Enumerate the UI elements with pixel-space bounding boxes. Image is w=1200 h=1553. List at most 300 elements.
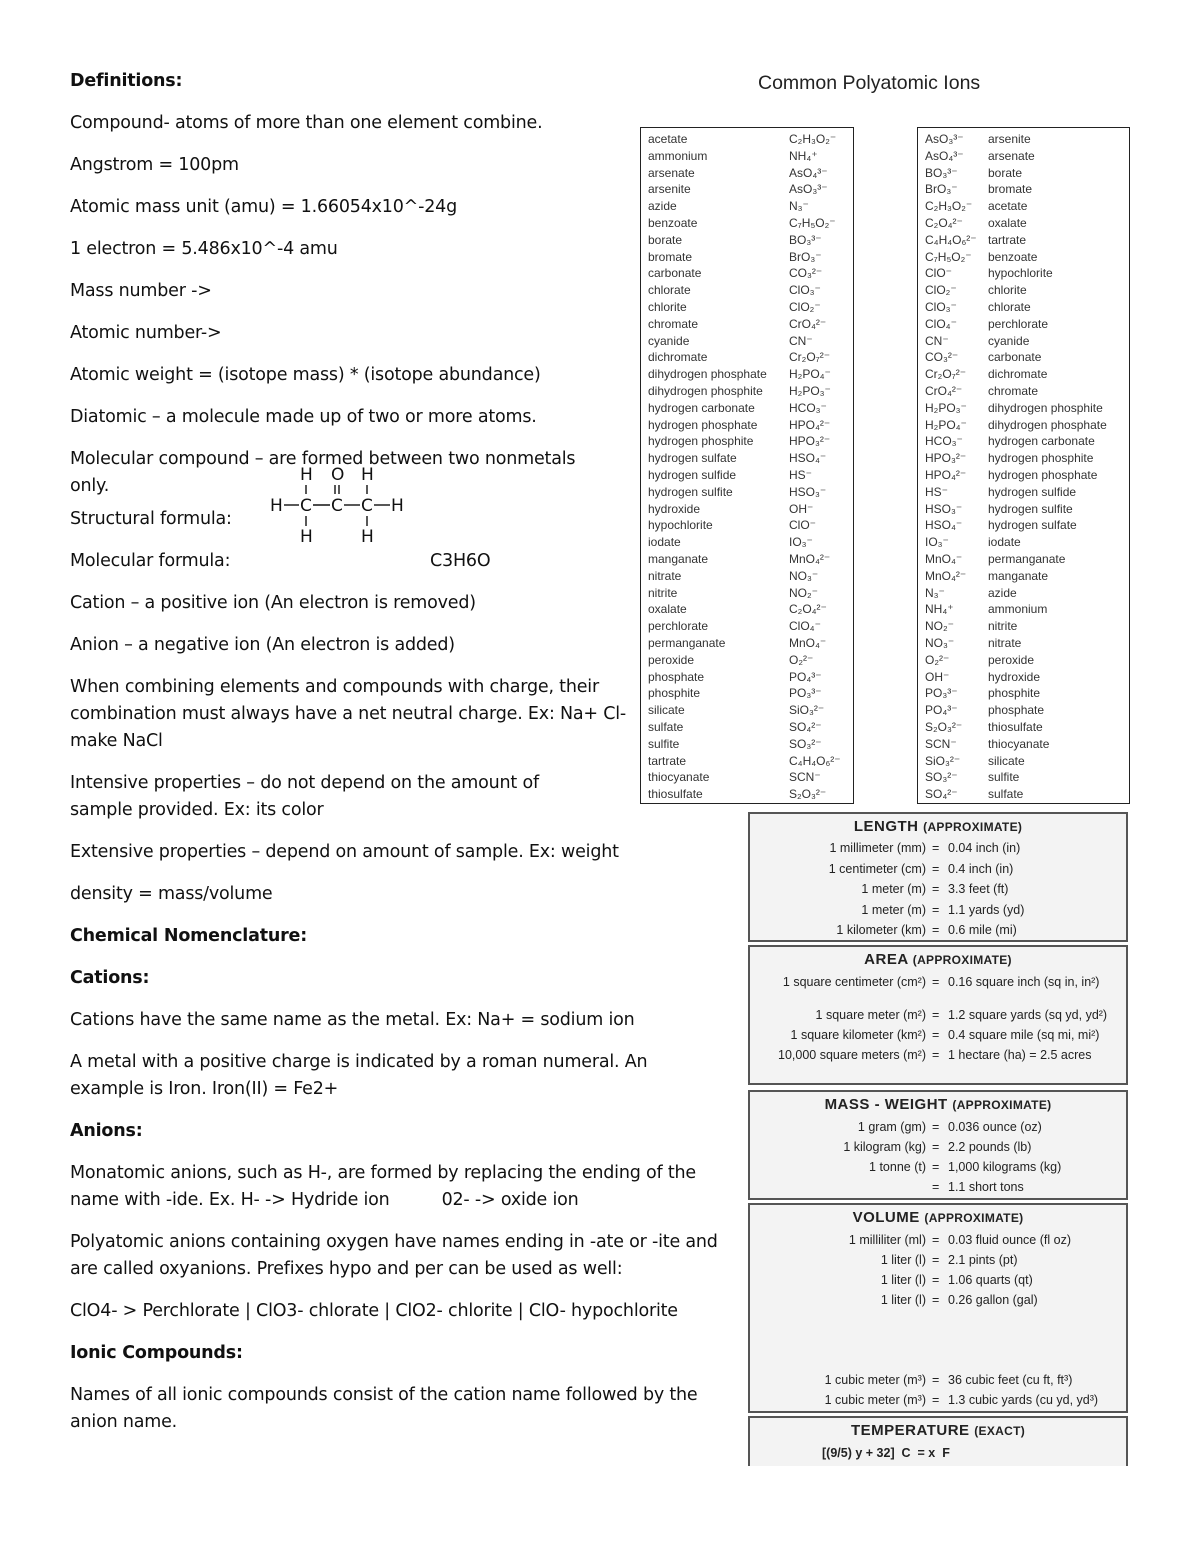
ion-cell: AsO₄³⁻ (925, 148, 964, 163)
length-conversions (748, 812, 1128, 942)
ion-row (641, 400, 853, 416)
ion-cell: SO₃²⁻ (925, 770, 958, 785)
anions-heading: Anions: (70, 1121, 143, 1141)
def-molecular-compound: Molecular compound – are formed between two nonmetals only. (70, 449, 576, 496)
ion-row (918, 383, 1129, 399)
ion-cell: hydrogen sulfate (648, 451, 737, 466)
conversion-to: 2.1 pints (pt) (948, 1253, 1018, 1267)
ion-cell: HSO₄⁻ (925, 518, 963, 533)
ion-cell: bromate (988, 182, 1033, 197)
cations-text-1: Cations have the same name as the metal. Ex: Na+ = sodium ion (70, 1010, 635, 1030)
conversion-from: 1 gram (gm) (857, 1120, 926, 1134)
ion-row (641, 736, 853, 752)
ion-cell: PO₃³⁻ (789, 686, 822, 701)
ion-row (641, 383, 853, 399)
ion-cell: IO₃⁻ (925, 535, 949, 550)
section-title-text: VOLUME (852, 1209, 920, 1226)
ions-by-formula-table (917, 127, 1130, 804)
ion-cell: arsenate (648, 165, 695, 180)
atom-h-bottom-left: H (300, 527, 313, 547)
ion-cell: acetate (988, 199, 1028, 214)
cations-text-2: A metal with a positive charge is indicated by a roman numeral. An example is Iron. Iron(II) = Fe2+ (70, 1052, 648, 1099)
conversion-to: 1.3 cubic yards (cu yd, yd³) (948, 1393, 1099, 1407)
ion-row (641, 198, 853, 214)
ion-row (641, 450, 853, 466)
ion-cell: C₇H₅O₂⁻ (925, 249, 972, 264)
ion-row (641, 148, 853, 164)
atom-h-left: H (270, 496, 283, 516)
ion-cell: phosphate (988, 703, 1045, 718)
ion-row (918, 635, 1129, 651)
ion-cell: hydrogen sulfite (988, 501, 1073, 516)
length-title (750, 818, 1126, 835)
ion-row (918, 165, 1129, 181)
ion-cell: hypochlorite (648, 518, 713, 533)
section-title-qualifier: (APPROXIMATE) (952, 1098, 1052, 1112)
ion-row (918, 769, 1129, 785)
ion-row (918, 702, 1129, 718)
ion-cell: HS⁻ (789, 468, 813, 482)
ion-cell: silicate (988, 753, 1025, 768)
volume-conversions (748, 1203, 1128, 1413)
ion-row (918, 551, 1129, 567)
equals-sign: = (932, 1273, 940, 1287)
conversion-to: 0.26 gallon (gal) (948, 1293, 1038, 1307)
equals-sign: = (932, 1120, 940, 1134)
ion-row (641, 366, 853, 382)
conversion-from: 1 centimeter (cm) (828, 862, 926, 876)
conversion-from: 1 cubic meter (m³) (824, 1373, 926, 1387)
def-anion: Anion – a negative ion (An electron is added) (70, 635, 455, 655)
conversion-from: 1 milliliter (ml) (848, 1233, 926, 1247)
ion-cell: thiocyanate (648, 770, 710, 785)
ionic-text-1: Names of all ionic compounds consist of the cation name followed by the anion name. (70, 1385, 698, 1432)
equals-sign: = (932, 1293, 940, 1307)
conversion-to: 0.4 inch (in) (948, 862, 1014, 876)
ion-cell: N₃⁻ (925, 585, 945, 600)
ion-row (641, 433, 853, 449)
equals-sign: = (932, 882, 940, 896)
ion-cell: phosphate (648, 669, 705, 684)
ion-cell: ClO₃⁻ (789, 283, 821, 298)
ion-row (641, 685, 853, 701)
atom-c-2: C (331, 496, 343, 516)
ion-cell: sulfite (648, 736, 680, 751)
ion-cell: SiO₃²⁻ (925, 753, 961, 768)
ion-row (918, 198, 1129, 214)
ion-row (918, 299, 1129, 315)
temperature-title (750, 1422, 1126, 1439)
ion-cell: dihydrogen phosphite (648, 384, 763, 398)
ion-cell: HPO₃²⁻ (925, 451, 967, 466)
ion-cell: oxalate (988, 216, 1027, 230)
ion-cell: SCN⁻ (925, 736, 957, 751)
section-title-text: MASS - WEIGHT (824, 1096, 948, 1113)
ion-cell: C₄H₄O₆²⁻ (789, 753, 841, 768)
ion-cell: ClO⁻ (925, 266, 952, 281)
ion-cell: HPO₃²⁻ (789, 434, 831, 449)
ion-cell: HS⁻ (925, 484, 949, 499)
ion-cell: MnO₄⁻ (925, 552, 963, 566)
conversion-to: 2.2 pounds (lb) (948, 1140, 1032, 1154)
ion-cell: C₂O₄²⁻ (925, 216, 963, 230)
ion-cell: ammonium (988, 602, 1048, 617)
ion-cell: PO₄³⁻ (789, 669, 822, 684)
ion-cell: benzoate (988, 249, 1038, 264)
atom-o-top: O (331, 465, 345, 485)
ion-cell: hydrogen phosphate (988, 468, 1098, 482)
ion-row (918, 484, 1129, 500)
conversion-to: 0.16 square inch (sq in, in²) (948, 975, 1100, 989)
temperature-formula: [(9/5) y + 32] C = x F (822, 1446, 950, 1460)
ion-row (641, 618, 853, 634)
ion-cell: sulfate (648, 720, 684, 734)
nomenclature-heading: Chemical Nomenclature: (70, 926, 308, 946)
ion-row (641, 316, 853, 332)
ion-cell: iodate (648, 535, 681, 550)
atom-h-right: H (391, 496, 404, 516)
equals-sign: = (932, 1180, 940, 1194)
ion-cell: hydrogen sulfide (648, 468, 737, 482)
ion-row (641, 719, 853, 735)
ion-cell: AsO₄³⁻ (789, 165, 828, 180)
ion-cell: dichromate (648, 350, 708, 365)
equals-sign: = (932, 1008, 940, 1022)
section-title-text: TEMPERATURE (851, 1422, 970, 1439)
ion-cell: acetate (648, 132, 688, 146)
equals-sign: = (932, 841, 940, 855)
section-title-qualifier: (APPROXIMATE) (924, 1211, 1024, 1225)
ion-cell: BO₃³⁻ (925, 165, 958, 180)
ion-row (918, 786, 1129, 802)
ions-by-name-table (640, 127, 854, 804)
ion-cell: CO₃²⁻ (789, 266, 823, 281)
ion-row (918, 366, 1129, 382)
ion-cell: hypochlorite (988, 266, 1053, 281)
ion-cell: C₄H₄O₆²⁻ (925, 232, 977, 247)
conversion-to: 1.06 quarts (qt) (948, 1273, 1033, 1287)
ion-cell: borate (988, 165, 1023, 180)
ion-row (918, 417, 1129, 433)
conversion-from: 1 liter (l) (880, 1293, 926, 1307)
ion-row (641, 669, 853, 685)
conversion-to: 0.04 inch (in) (948, 841, 1021, 855)
ion-row (918, 753, 1129, 769)
equals-sign: = (932, 1028, 940, 1042)
ion-cell: ClO⁻ (789, 518, 816, 533)
ion-row (918, 467, 1129, 483)
ion-row (918, 232, 1129, 248)
ion-cell: perchlorate (988, 316, 1049, 331)
equals-sign: = (932, 903, 940, 917)
mass-conversions (748, 1090, 1128, 1200)
ion-row (641, 131, 853, 147)
ion-cell: arsenite (648, 182, 691, 197)
ion-cell: O₂²⁻ (925, 652, 950, 667)
ion-cell: ClO₄⁻ (789, 619, 821, 634)
ion-cell: PO₃³⁻ (925, 686, 958, 701)
conversion-from: 1 cubic meter (m³) (824, 1393, 926, 1407)
equals-sign: = (932, 1373, 940, 1387)
molecular-formula-value: C3H6O (430, 551, 491, 571)
def-mass-number: Mass number -> (70, 281, 212, 301)
ion-cell: MnO₄²⁻ (925, 568, 967, 583)
def-atomic-weight: Atomic weight = (isotope mass) * (isotope abundance) (70, 365, 541, 385)
atom-h-bottom-right: H (361, 527, 374, 547)
def-compound: Compound- atoms of more than one element combine. (70, 113, 543, 133)
def-amu: Atomic mass unit (amu) = 1.66054x10^-24g (70, 197, 458, 217)
ion-row (918, 282, 1129, 298)
ion-row (641, 165, 853, 181)
ion-row (641, 601, 853, 617)
ion-cell: iodate (988, 535, 1021, 550)
ion-cell: ClO₂⁻ (789, 300, 821, 314)
ion-row (641, 265, 853, 281)
conversion-to: 0.6 mile (mi) (948, 923, 1017, 937)
def-cation: Cation – a positive ion (An electron is removed) (70, 593, 476, 613)
ion-row (918, 148, 1129, 164)
ion-row (641, 517, 853, 533)
ion-cell: H₂PO₄⁻ (789, 367, 831, 382)
ion-cell: hydrogen sulfate (988, 518, 1077, 533)
ion-cell: MnO₄²⁻ (789, 552, 831, 566)
ion-cell: CO₃²⁻ (925, 350, 959, 365)
ion-cell: HPO₄²⁻ (925, 468, 967, 482)
ion-cell: C₂O₄²⁻ (789, 602, 827, 617)
atom-c-3: C (361, 496, 373, 516)
ion-row (641, 635, 853, 651)
ion-cell: chlorite (648, 300, 687, 314)
temperature-conversion (748, 1416, 1128, 1466)
section-title-qualifier: (APPROXIMATE) (912, 953, 1012, 967)
ion-cell: C₇H₅O₂⁻ (789, 216, 836, 230)
ion-cell: ClO₂⁻ (925, 283, 957, 298)
ion-cell: peroxide (988, 652, 1035, 667)
ion-cell: MnO₄⁻ (789, 636, 827, 650)
ion-cell: oxalate (648, 602, 687, 617)
def-angstrom: Angstrom = 100pm (70, 155, 239, 175)
def-extensive: Extensive properties – depend on amount of sample. Ex: weight (70, 842, 619, 862)
ion-cell: CN⁻ (789, 333, 813, 348)
ion-cell: CN⁻ (925, 333, 949, 348)
ion-cell: hydrogen sulfide (988, 484, 1077, 499)
equals-sign: = (932, 1048, 940, 1062)
ion-row (641, 534, 853, 550)
ion-row (918, 215, 1129, 231)
ion-cell: hydroxide (988, 669, 1041, 684)
ion-cell: permanganate (648, 636, 726, 650)
ion-cell: hydroxide (648, 501, 701, 516)
ions-title: Common Polyatomic Ions (758, 72, 981, 94)
ion-row (918, 249, 1129, 265)
ion-cell: hydrogen phosphate (648, 417, 758, 432)
ion-cell: bromate (648, 249, 693, 264)
ion-row (641, 299, 853, 315)
ion-row (918, 181, 1129, 197)
conversion-from: 1 square kilometer (km²) (790, 1028, 926, 1042)
ion-row (918, 501, 1129, 517)
ion-cell: NO₂⁻ (789, 585, 818, 600)
conversion-to: 1 hectare (ha) = 2.5 acres (948, 1048, 1092, 1062)
cations-heading: Cations: (70, 968, 150, 988)
area-conversions (748, 945, 1128, 1085)
ion-row (918, 517, 1129, 533)
conversion-to: 1.1 yards (yd) (948, 903, 1025, 917)
equals-sign: = (932, 1253, 940, 1267)
ion-cell: hydrogen carbonate (648, 400, 755, 415)
ion-cell: SO₄²⁻ (925, 787, 958, 802)
section-title-text: AREA (864, 951, 909, 968)
atom-h-top-left: H (300, 465, 313, 485)
ion-cell: nitrate (988, 636, 1022, 650)
ion-row (918, 601, 1129, 617)
ion-cell: SCN⁻ (789, 770, 821, 785)
structural-formula-label: Structural formula: (70, 509, 232, 529)
ion-row (641, 215, 853, 231)
ion-cell: HSO₄⁻ (789, 451, 827, 466)
ion-row (641, 551, 853, 567)
ion-cell: O₂²⁻ (789, 652, 814, 667)
ion-cell: AsO₃³⁻ (925, 132, 964, 146)
ion-cell: carbonate (988, 350, 1042, 365)
anions-text-2: Polyatomic anions containing oxygen have names ending in -ate or -ite and are called oxyanions. Prefixes hypo and per can be used as well: (70, 1232, 718, 1279)
def-atomic-number: Atomic number-> (70, 323, 222, 343)
ion-cell: NH₄⁺ (925, 602, 954, 617)
ion-cell: silicate (648, 703, 685, 718)
conversion-from: 1 kilogram (kg) (843, 1140, 926, 1154)
conversion-from: 10,000 square meters (m²) (778, 1048, 926, 1062)
def-density: density = mass/volume (70, 884, 273, 904)
ion-row (641, 232, 853, 248)
conversion-to: 0.036 ounce (oz) (948, 1120, 1042, 1134)
ion-cell: CrO₄²⁻ (925, 384, 963, 398)
ion-cell: CrO₄²⁻ (789, 316, 827, 331)
ion-row (641, 501, 853, 517)
ion-row (918, 568, 1129, 584)
ion-cell: HCO₃⁻ (925, 434, 963, 449)
ion-cell: hydrogen phosphite (988, 451, 1094, 466)
ion-cell: chromate (988, 384, 1039, 398)
ion-row (641, 417, 853, 433)
equals-sign: = (932, 923, 940, 937)
ion-cell: BrO₃⁻ (925, 182, 958, 197)
ion-cell: nitrite (988, 619, 1018, 634)
ion-row (918, 349, 1129, 365)
ion-cell: C₂H₃O₂⁻ (925, 199, 973, 214)
ion-cell: nitrate (648, 568, 682, 583)
ion-cell: ClO₄⁻ (925, 316, 957, 331)
equals-sign: = (932, 1140, 940, 1154)
conversion-to: 1.1 short tons (948, 1180, 1024, 1194)
ion-cell: hydrogen carbonate (988, 434, 1095, 449)
anions-text-1a: Monatomic anions, such as H-, are formed by replacing the ending of the name with -ide. Ex. H- -> Hydride ion (70, 1163, 696, 1210)
ion-row (918, 685, 1129, 701)
conversion-from: 1 square meter (m²) (815, 1008, 926, 1022)
ion-row (918, 316, 1129, 332)
conversion-from: 1 meter (m) (861, 882, 926, 896)
ion-row (918, 652, 1129, 668)
conversion-to: 36 cubic feet (cu ft, ft³) (948, 1373, 1073, 1387)
ion-row (641, 484, 853, 500)
atom-c-1: C (300, 496, 312, 516)
ion-row (641, 585, 853, 601)
equals-sign: = (932, 862, 940, 876)
ion-row (918, 433, 1129, 449)
ion-cell: OH⁻ (925, 669, 950, 684)
atom-h-top-right: H (361, 465, 374, 485)
conversion-to: 1,000 kilograms (kg) (948, 1160, 1062, 1174)
ion-cell: tartrate (988, 232, 1027, 247)
conversion-to: 0.03 fluid ounce (fl oz) (948, 1233, 1071, 1247)
ion-row (641, 349, 853, 365)
ion-cell: azide (988, 585, 1017, 600)
ion-cell: HPO₄²⁻ (789, 417, 831, 432)
ion-row (641, 702, 853, 718)
ion-cell: S₂O₃²⁻ (789, 787, 827, 802)
anions-text-1b: 02- -> oxide ion (441, 1190, 579, 1210)
ion-cell: chromate (648, 316, 699, 331)
def-diatomic: Diatomic – a molecule made up of two or more atoms. (70, 407, 537, 427)
ion-row (641, 568, 853, 584)
equals-sign: = (932, 1233, 940, 1247)
ion-cell: NH₄⁺ (789, 148, 818, 163)
ion-cell: peroxide (648, 652, 695, 667)
ion-cell: perchlorate (648, 619, 709, 634)
ion-row (918, 669, 1129, 685)
ion-cell: arsenate (988, 148, 1035, 163)
ion-cell: thiosulfate (648, 787, 703, 802)
ion-cell: nitrite (648, 585, 678, 600)
ion-cell: chlorate (988, 300, 1031, 314)
ion-cell: arsenite (988, 132, 1031, 146)
conversion-to: 0.4 square mile (sq mi, mi²) (948, 1028, 1100, 1042)
ion-cell: HSO₃⁻ (789, 484, 827, 499)
ion-cell: SO₃²⁻ (789, 736, 822, 751)
def-electron: 1 electron = 5.486x10^-4 amu (70, 239, 338, 259)
conversion-from: 1 tonne (t) (869, 1160, 926, 1174)
def-combining: When combining elements and compounds with charge, their combination must always have a net neutral charge. Ex: Na+ Cl- make NaCl (70, 677, 627, 751)
conversion-from: 1 meter (m) (861, 903, 926, 917)
equals-sign: = (932, 1160, 940, 1174)
ion-cell: thiocyanate (988, 736, 1050, 751)
ion-cell: ClO₃⁻ (925, 300, 957, 314)
ion-cell: borate (648, 232, 683, 247)
ion-cell: ammonium (648, 148, 708, 163)
conversion-from: 1 millimeter (mm) (829, 841, 926, 855)
molecular-formula-row (70, 548, 730, 575)
ion-cell: phosphite (648, 686, 701, 701)
ion-cell: Cr₂O₇²⁻ (925, 367, 967, 382)
ion-cell: C₂H₃O₂⁻ (789, 132, 837, 146)
ion-cell: manganate (988, 568, 1049, 583)
ion-cell: thiosulfate (988, 720, 1043, 734)
ion-cell: tartrate (648, 753, 687, 768)
ion-cell: HSO₃⁻ (925, 501, 963, 516)
ion-row (641, 249, 853, 265)
ion-cell: H₂PO₃⁻ (925, 400, 967, 415)
conversion-to: 1.2 square yards (sq yd, yd²) (948, 1008, 1108, 1022)
ion-cell: permanganate (988, 552, 1066, 566)
ion-cell: chlorite (988, 283, 1027, 298)
ion-row (918, 585, 1129, 601)
ion-cell: H₂PO₃⁻ (789, 384, 831, 398)
ion-cell: SO₄²⁻ (789, 720, 822, 734)
ion-cell: benzoate (648, 216, 698, 230)
ion-row (918, 400, 1129, 416)
conversion-to: 3.3 feet (ft) (948, 882, 1009, 896)
conversion-from: 1 square centimeter (cm²) (782, 975, 926, 989)
volume-title (750, 1209, 1126, 1226)
